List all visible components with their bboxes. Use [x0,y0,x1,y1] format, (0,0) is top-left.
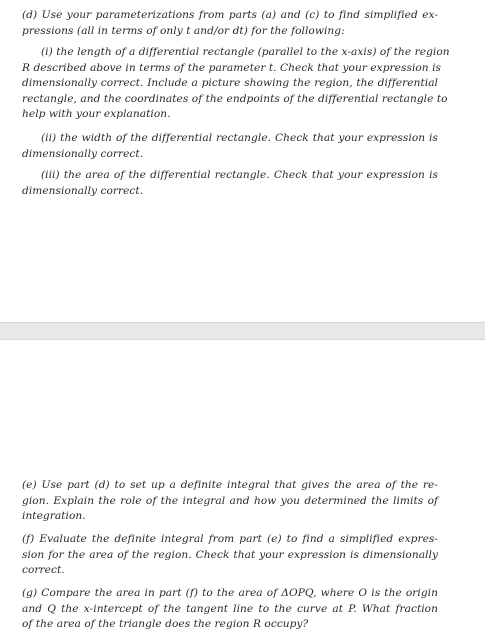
text-line: dimensionally correct. [22,184,144,197]
text-line: integration. [22,510,86,523]
text-line: (d) Use your parameterizations from parts (a) and (c) to find simplified ex- [22,9,438,21]
question-part-d-iii [22,168,438,199]
question-part-d-ii [22,131,438,162]
text-line: gion. Explain the role of the integral and how you determined the limits of [22,494,438,507]
text-line: pressions (all in terms of only t and/or dt) for the following: [22,24,345,37]
text-line: rectangle, and the coordinates of the endpoints of the differential rectangle to [22,92,448,105]
text-line: of the area of the triangle does the region R occupy? [22,618,309,631]
text-line: dimensionally correct. Include a picture showing the region, the differential [22,77,438,90]
text-line: (e) Use part (d) to set up a definite integral that gives the area of the re- [22,479,438,491]
document-page-bottom [0,340,485,636]
question-part-f [22,532,438,579]
text-line: and Q the x-intercept of the tangent line to the curve at P. What fraction [22,602,438,615]
text-line: (ii) the width of the differential rectangle. Check that your expression is [41,132,438,144]
text-line: sion for the area of the region. Check that your expression is dimensionally [22,548,438,561]
question-part-d [22,8,438,39]
text-line: R described above in terms of the parameter t. Check that your expression is [22,61,442,74]
text-line: help with your explanation. [22,108,171,121]
text-line: (g) Compare the area in part (f) to the area of ΔOPQ, where O is the origin [22,587,438,599]
text-line: (f) Evaluate the definite integral from part (e) to find a simplified expres- [22,533,438,545]
text-line: correct. [22,564,65,577]
text-line: (iii) the area of the differential rectangle. Check that your expression is [41,169,438,181]
text-line: dimensionally correct. [22,147,144,160]
text-line: (i) the length of a differential rectangle (parallel to the x-axis) of the region [41,46,450,58]
question-part-e [22,478,438,525]
page-separator [0,322,485,340]
question-part-d-i [22,45,450,123]
question-part-g [22,586,438,633]
